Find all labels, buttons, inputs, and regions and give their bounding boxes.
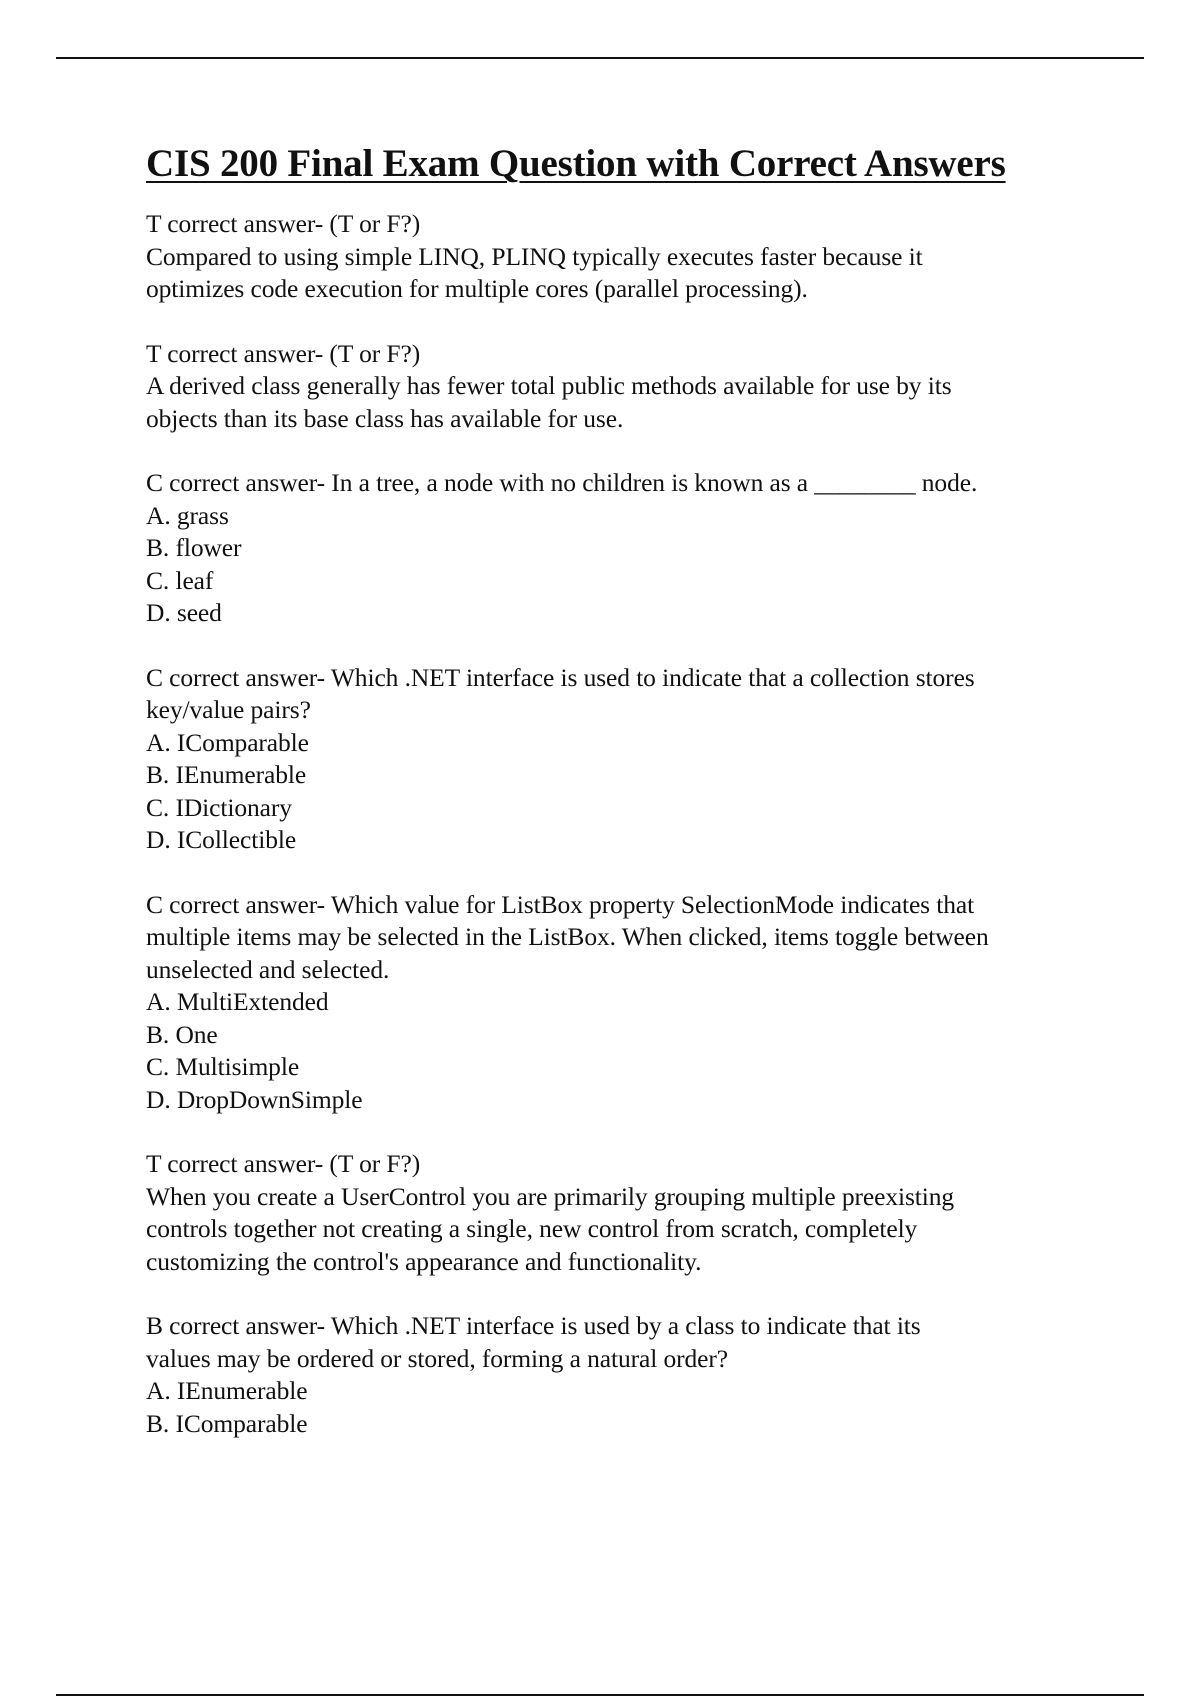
answer-option: A. IEnumerable xyxy=(146,1376,308,1405)
question-3 xyxy=(146,467,1106,630)
question-4 xyxy=(146,662,1106,857)
answer-option: B. One xyxy=(146,1019,218,1049)
answer-options xyxy=(146,727,1106,857)
answer-options xyxy=(146,500,1106,630)
question-line: unselected and selected. xyxy=(146,954,390,984)
question-line: T correct answer- (T or F?) xyxy=(146,338,421,368)
bottom-rule xyxy=(56,1694,1144,1696)
question-1 xyxy=(146,208,1106,306)
question-line: T correct answer- (T or F?) xyxy=(146,209,421,238)
answer-option: A. MultiExtended xyxy=(146,987,329,1016)
question-line: objects than its base class has available for use. xyxy=(146,403,624,433)
question-line: values may be ordered or stored, forming a natural order? xyxy=(146,1343,728,1373)
answer-option: C. IDictionary xyxy=(146,792,292,822)
answer-option: B. IComparable xyxy=(146,1408,308,1438)
question-7 xyxy=(146,1310,1106,1440)
document-title: CIS 200 Final Exam Question with Correct Answers xyxy=(146,142,1006,185)
question-line: optimizes code execution for multiple cores (parallel processing). xyxy=(146,274,808,303)
answer-option: D. DropDownSimple xyxy=(146,1084,363,1114)
answer-option: C. Multisimple xyxy=(146,1052,300,1081)
answer-option: A. IComparable xyxy=(146,727,309,757)
question-line: C correct answer- Which .NET interface is used to indicate that a collection stores xyxy=(146,662,975,692)
document-body xyxy=(146,140,1106,1472)
question-line: Compared to using simple LINQ, PLINQ typically executes faster because it xyxy=(146,241,923,271)
question-line: When you create a UserControl you are primarily grouping multiple preexisting xyxy=(146,1181,955,1211)
top-rule xyxy=(56,57,1144,59)
question-line: T correct answer- (T or F?) xyxy=(146,1149,421,1178)
question-line: A derived class generally has fewer total public methods available for use by its xyxy=(146,371,952,400)
answer-options xyxy=(146,1375,1106,1440)
question-line: customizing the control's appearance and functionality. xyxy=(146,1246,702,1276)
question-line: controls together not creating a single, new control from scratch, completely xyxy=(146,1214,918,1243)
question-6 xyxy=(146,1148,1106,1278)
answer-option: D. seed xyxy=(146,598,222,627)
answer-option: D. ICollectible xyxy=(146,825,297,854)
question-2 xyxy=(146,338,1106,436)
question-line: C correct answer- Which value for ListBox property SelectionMode indicates that xyxy=(146,889,975,919)
answer-option: A. grass xyxy=(146,500,229,530)
answer-options xyxy=(146,986,1106,1116)
question-line: multiple items may be selected in the ListBox. When clicked, items toggle between xyxy=(146,922,989,951)
answer-option: B. flower xyxy=(146,533,242,562)
question-line: C correct answer- In a tree, a node with no children is known as a ________ node. xyxy=(146,468,978,497)
question-line: key/value pairs? xyxy=(146,695,311,724)
answer-option: B. IEnumerable xyxy=(146,760,307,789)
question-line: B correct answer- Which .NET interface is used by a class to indicate that its xyxy=(146,1311,921,1340)
question-5 xyxy=(146,889,1106,1117)
answer-option: C. leaf xyxy=(146,565,214,595)
